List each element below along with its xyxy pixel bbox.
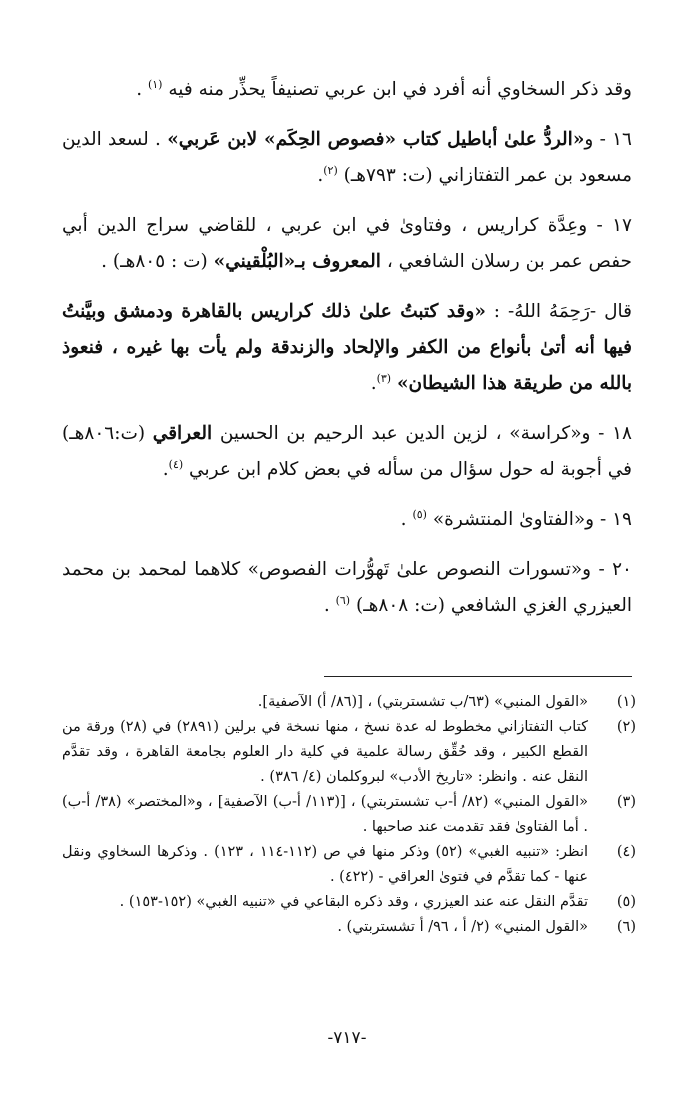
footnote-2 — [62, 715, 636, 790]
text: . — [317, 165, 324, 186]
footnote-4 — [62, 840, 636, 890]
text: . — [162, 459, 169, 480]
footnote-number: (١) — [616, 694, 636, 710]
footnote-number: (٢) — [616, 719, 636, 735]
footnote-ref[interactable]: (١) — [147, 77, 163, 91]
text: ٢٠ - و«تسورات النصوص علىٰ تَهوُّرات الفصوص» كلاهما لمحمد بن محمد العيزري الغزي الشافعي (ت: ٨٠٨هـ) — [62, 559, 632, 616]
footnote-number: (٥) — [616, 894, 636, 910]
footnote-text: «القول المنبي» (٨٢/ أ-ب تشستربتي) ، [(١١٣/ أ-ب) الآصفية] ، و«المختصر» (٣٨/ أ-ب) . أما الفتاوىٰ فقد تقدمت عند صاحبها . — [62, 794, 588, 835]
text: قال -رَحِمَهُ اللهُ- : — [485, 301, 633, 322]
entry-16 — [62, 122, 632, 194]
footnote-ref[interactable]: (٦) — [335, 593, 351, 607]
footnote-5 — [62, 890, 636, 915]
footnote-divider — [324, 676, 632, 677]
footnote-1 — [62, 690, 636, 715]
bold-text: المعروف بـ«البُلْقيني» — [213, 251, 381, 272]
footnote-ref[interactable]: (٤) — [168, 457, 184, 471]
text: ١٧ - وعِدَّة كراريس ، وفتاوىٰ في ابن عربي ، للقاضي سراج الدين أبي حفص عمر بن رسلان الشافعي ، — [62, 215, 632, 272]
footnote-6 — [62, 915, 636, 940]
footnote-text: «القول المنبي» (٢/ أ ، ٩٦/ أ تشستربتي) . — [337, 919, 588, 935]
text: . — [400, 509, 413, 530]
footnote-text: كتاب التفتازاني مخطوط له عدة نسخ ، منها نسخة في برلين (٢٨٩١) في (٢٨) ورقة من القطع الكبير ، وقد حُقِّق رسالة علمية في كلية دار العلوم بجامعة القاهرة ، وقد تقدَّم النقل عنه . وانظر: «تاريخ الأدب» لبروكلمان (٤/ ٣٨٦) . — [62, 719, 588, 785]
entry-20 — [62, 552, 632, 624]
entry-title: «الردُّ علىٰ أباطيل كتاب «فصوص الحِكَم» لابن عَربي» — [167, 129, 585, 150]
text: ١٩ - و«الفتاوىٰ المنتشرة» — [432, 509, 632, 530]
bold-text: العراقي — [152, 423, 213, 444]
entry-18 — [62, 416, 632, 488]
text: وقد ذكر السخاوي أنه أفرد في ابن عربي تصنيفاً يحذِّر منه فيه — [168, 79, 632, 100]
main-text — [62, 72, 632, 638]
text: ١٨ - و«كراسة» ، لزين الدين عبد الرحيم بن الحسين — [212, 423, 632, 444]
quote-text: «وقد كتبتُ علىٰ ذلك كراريس بالقاهرة ودمشق وبيَّنتُ فيها أنه أتىٰ بأنواع من الكفر والإلحاد والزندقة ولم يأت بها غيره ، فنعوذ بالله من طريقة هذا الشيطان» — [62, 301, 632, 394]
footnote-number: (٣) — [616, 794, 636, 810]
entry-19 — [62, 502, 632, 538]
footnote-ref[interactable]: (٥) — [412, 507, 427, 521]
footnote-text: انظر: «تنبيه الغبي» (٥٢) وذكر منها في ص (١١٢-١١٤ ، ١٢٣) . وذكرها السخاوي ونقل عنها - كما تقدَّم في فتوىٰ العراقي - (٤٢٢) . — [62, 844, 589, 885]
text: . — [370, 373, 377, 394]
footnote-text: تقدَّم النقل عنه عند العيزري ، وقد ذكره البقاعي في «تنبيه الغبي» (١٥٢-١٥٣) . — [119, 894, 588, 910]
page-number: -٧١٧- — [327, 1028, 367, 1048]
text: (ت : ٨٠٥هـ) . — [101, 251, 214, 272]
footnote-ref[interactable]: (٢) — [323, 163, 338, 177]
text: . لسعد الدين مسعود بن عمر التفتازاني (ت: ٧٩٣هـ) — [62, 129, 632, 186]
text: (ت:٨٠٦هـ) في أجوبة له حول سؤال من سأله في بعض كلام ابن عربي — [62, 423, 632, 480]
footnote-number: (٤) — [616, 844, 636, 860]
text: . — [323, 595, 336, 616]
entry-17 — [62, 208, 632, 280]
paragraph-sakhawi — [62, 72, 632, 108]
footnote-number: (٦) — [616, 919, 636, 935]
footnote-3 — [62, 790, 636, 840]
footnote-ref[interactable]: (٣) — [376, 371, 392, 385]
text: . — [136, 79, 148, 100]
footnotes — [62, 690, 636, 940]
footnote-text: «القول المنبي» (٦٣/ب تشستربتي) ، [(٨٦/ أ) الآصفية]. — [257, 694, 588, 710]
entry-number: ١٦ - و — [584, 129, 632, 150]
quote-paragraph — [62, 294, 632, 402]
